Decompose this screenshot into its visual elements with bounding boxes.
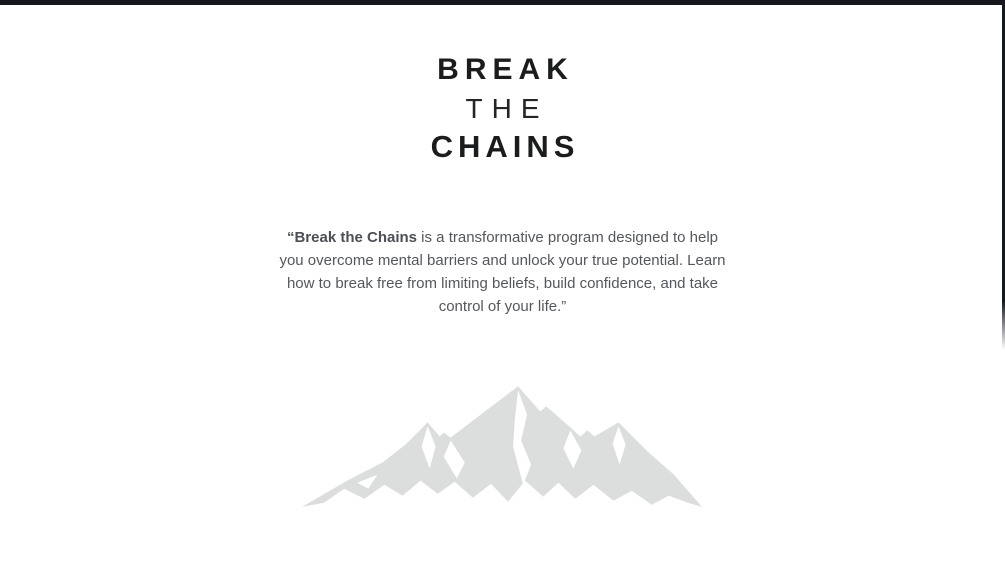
window-top-edge xyxy=(0,0,1005,5)
page-title xyxy=(0,50,1005,166)
title-line-chains: CHAINS xyxy=(430,129,580,164)
intro-quote xyxy=(275,226,731,318)
quote-body: is a transformative program designed to help you overcome mental barriers and unlock your true potential. Learn how to break free from limiting beliefs, build confidence, and take control of your life.” xyxy=(279,229,726,315)
title-line-the: THE xyxy=(465,93,549,124)
quote-lead-bold: “Break the Chains xyxy=(286,229,418,246)
mountain-range-icon xyxy=(302,380,704,508)
hero-section xyxy=(0,50,1005,166)
title-line-break: BREAK xyxy=(437,53,574,86)
